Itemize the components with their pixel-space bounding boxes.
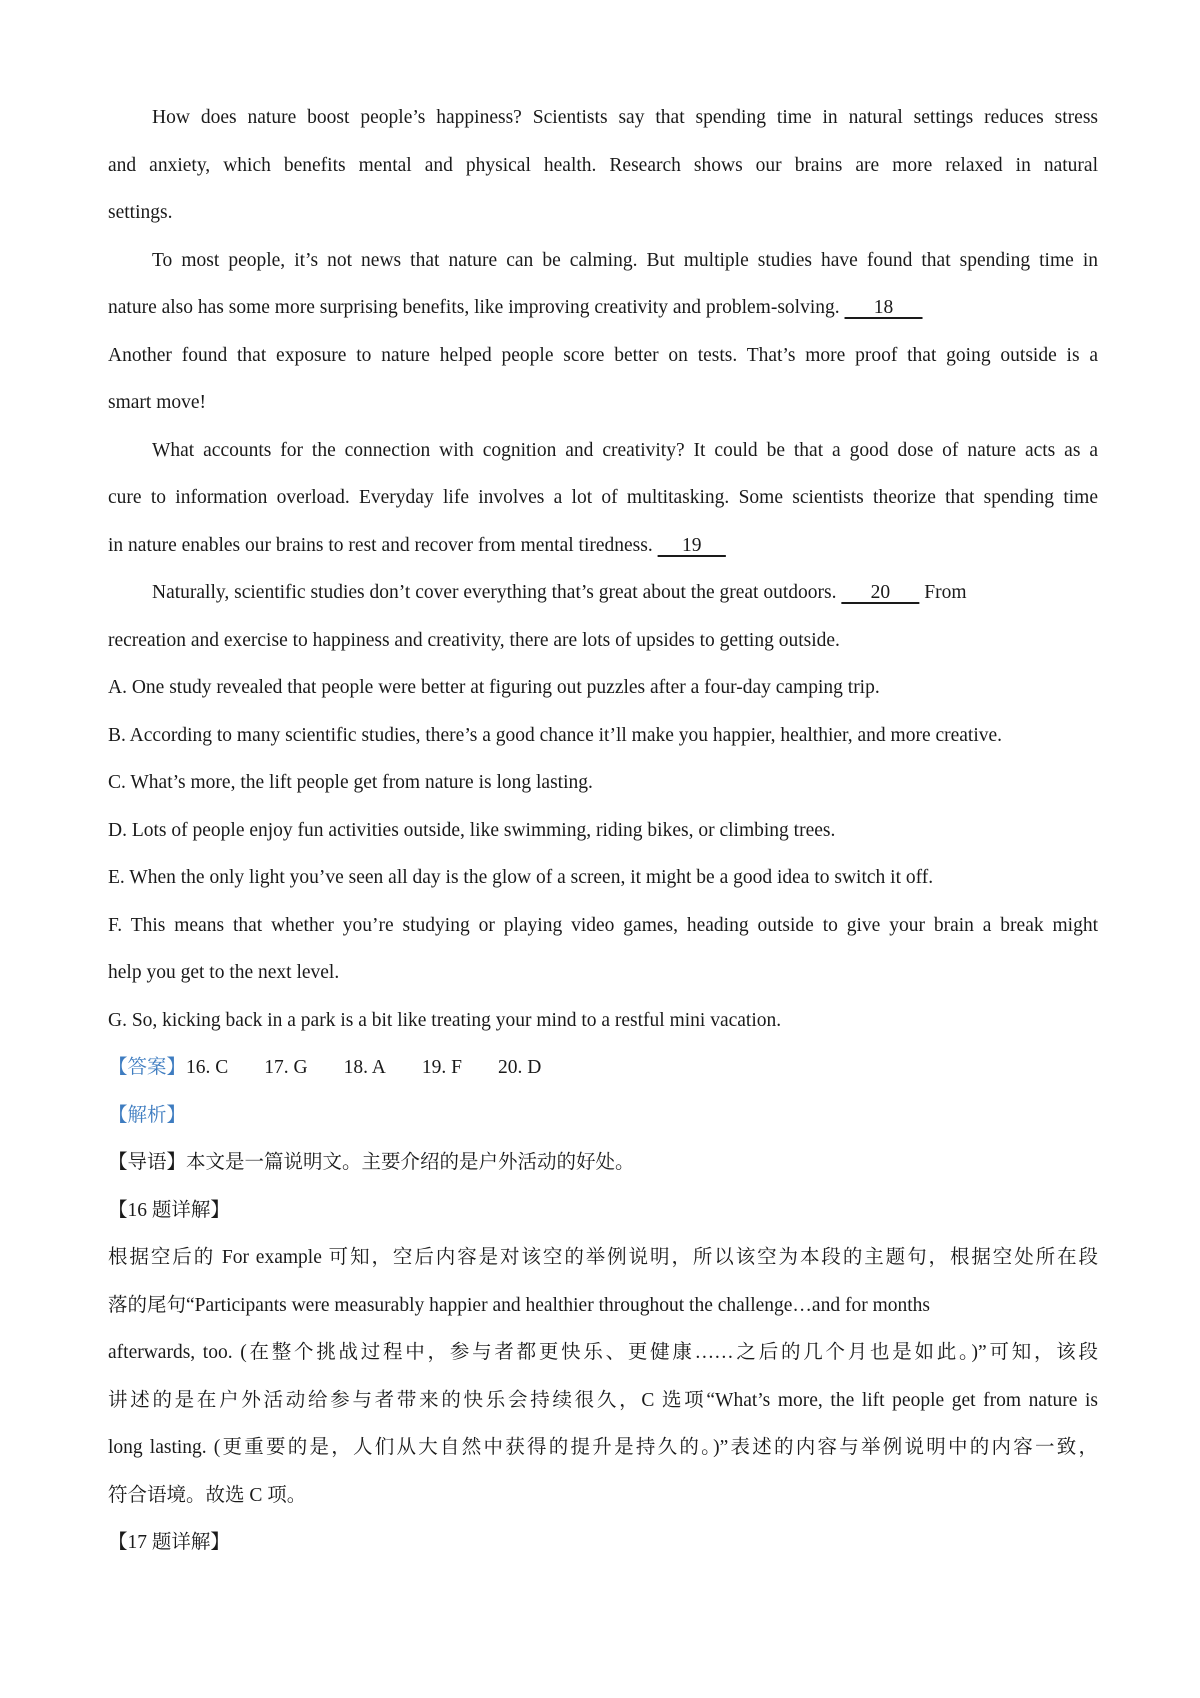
answer-line (108, 1044, 1098, 1092)
option-b: B. According to many scientific studies, there’s a good chance it’ll make you happier, healthier, and more creative. (108, 724, 1003, 746)
options-list (108, 664, 1098, 1044)
blank-19: 19 (657, 534, 726, 556)
paragraph-4 (108, 569, 1098, 664)
q16-heading: 【16 题详解】 (108, 1199, 230, 1221)
q16-explanation (108, 1234, 1098, 1519)
document-page (108, 94, 1098, 1567)
answer-item: 19. F (421, 1057, 462, 1078)
answer-item: 17. G (264, 1057, 308, 1078)
paragraph-line: settings. (108, 202, 173, 223)
analysis-intro: 【导语】本文是一篇说明文。主要介绍的是户外活动的好处。 (108, 1152, 635, 1173)
explanation-line: 讲述的是在户外活动给参与者带来的快乐会持续很久，C 选项“What’s more, the lift people get from nature is (108, 1389, 1098, 1411)
explanation-line: 落的尾句“Participants were measurably happier and healthier throughout the challenge…and for months (108, 1294, 930, 1316)
paragraph-line: To most people, it’s not news that nature can be calming. But multiple studies have found that spending time in (152, 249, 1098, 271)
paragraph-1 (108, 94, 1098, 237)
paragraph-text: nature also has some more surprising benefits, like improving creativity and problem-solving. (108, 297, 840, 318)
paragraph-line: Another found that exposure to nature helped people score better on tests. That’s more proof that going outside is a (108, 344, 1098, 366)
paragraph-line: and anxiety, which benefits mental and physical health. Research shows our brains are more relaxed in natural (108, 154, 1098, 176)
paragraph-line (108, 569, 1098, 617)
paragraph-text: in nature enables our brains to rest and recover from mental tiredness. (108, 534, 653, 556)
paragraph-line (108, 284, 1098, 332)
analysis-label: 【解析】 (108, 1104, 187, 1126)
answer-item: 20. D (498, 1057, 542, 1078)
blank-20: 20 (841, 582, 920, 603)
option-a: A. One study revealed that people were better at figuring out puzzles after a four-day camping trip. (108, 677, 880, 698)
option-e: E. When the only light you’ve seen all day is the glow of a screen, it might be a good idea to switch it off. (108, 867, 934, 888)
explanation-line: 根据空后的 For example 可知，空后内容是对该空的举例说明，所以该空为本段的主题句，根据空处所在段 (108, 1247, 1098, 1268)
paragraph-line: cure to information overload. Everyday life involves a lot of multitasking. Some scientists theorize that spending time (108, 487, 1098, 508)
option-f-line-2: help you get to the next level. (108, 962, 340, 983)
answer-label: 【答案】 (108, 1057, 187, 1078)
answer-item: 18. A (343, 1057, 386, 1078)
q17-heading: 【17 题详解】 (108, 1532, 230, 1553)
answer-item: 16. C (186, 1057, 229, 1078)
paragraph-line: How does nature boost people’s happiness? Scientists say that spending time in natural settings reduces stress (152, 107, 1098, 128)
option-d: D. Lots of people enjoy fun activities outside, like swimming, riding bikes, or climbing trees. (108, 819, 836, 841)
paragraph-3 (108, 427, 1098, 570)
explanation-line: afterwards, too. (在整个挑战过程中，参与者都更快乐、更健康……之后的几个月也是如此。)”可知，该段 (108, 1342, 1098, 1363)
paragraph-text: From (924, 582, 967, 603)
paragraph-line: What accounts for the connection with cognition and creativity? It could be that a good dose of nature acts as a (152, 439, 1098, 461)
explanation-line: long lasting. (更重要的是，人们从大自然中获得的提升是持久的。)”表述的内容与举例说明中的内容一致， (108, 1437, 1098, 1458)
blank-18: 18 (844, 297, 923, 318)
option-g: G. So, kicking back in a park is a bit like treating your mind to a restful mini vacation. (108, 1009, 782, 1031)
option-f-line-1: F. This means that whether you’re studying or playing video games, heading outside to give your brain a break might (108, 914, 1098, 936)
paragraph-text: Naturally, scientific studies don’t cover everything that’s great about the great outdoors. (152, 582, 837, 603)
option-c: C. What’s more, the lift people get from nature is long lasting. (108, 772, 593, 793)
paragraph-line: recreation and exercise to happiness and creativity, there are lots of upsides to getting outside. (108, 629, 840, 651)
explanation-line: 符合语境。故选 C 项。 (108, 1484, 307, 1506)
paragraph-line (108, 522, 1098, 570)
paragraph-line: smart move! (108, 392, 207, 413)
paragraph-2 (108, 237, 1098, 427)
